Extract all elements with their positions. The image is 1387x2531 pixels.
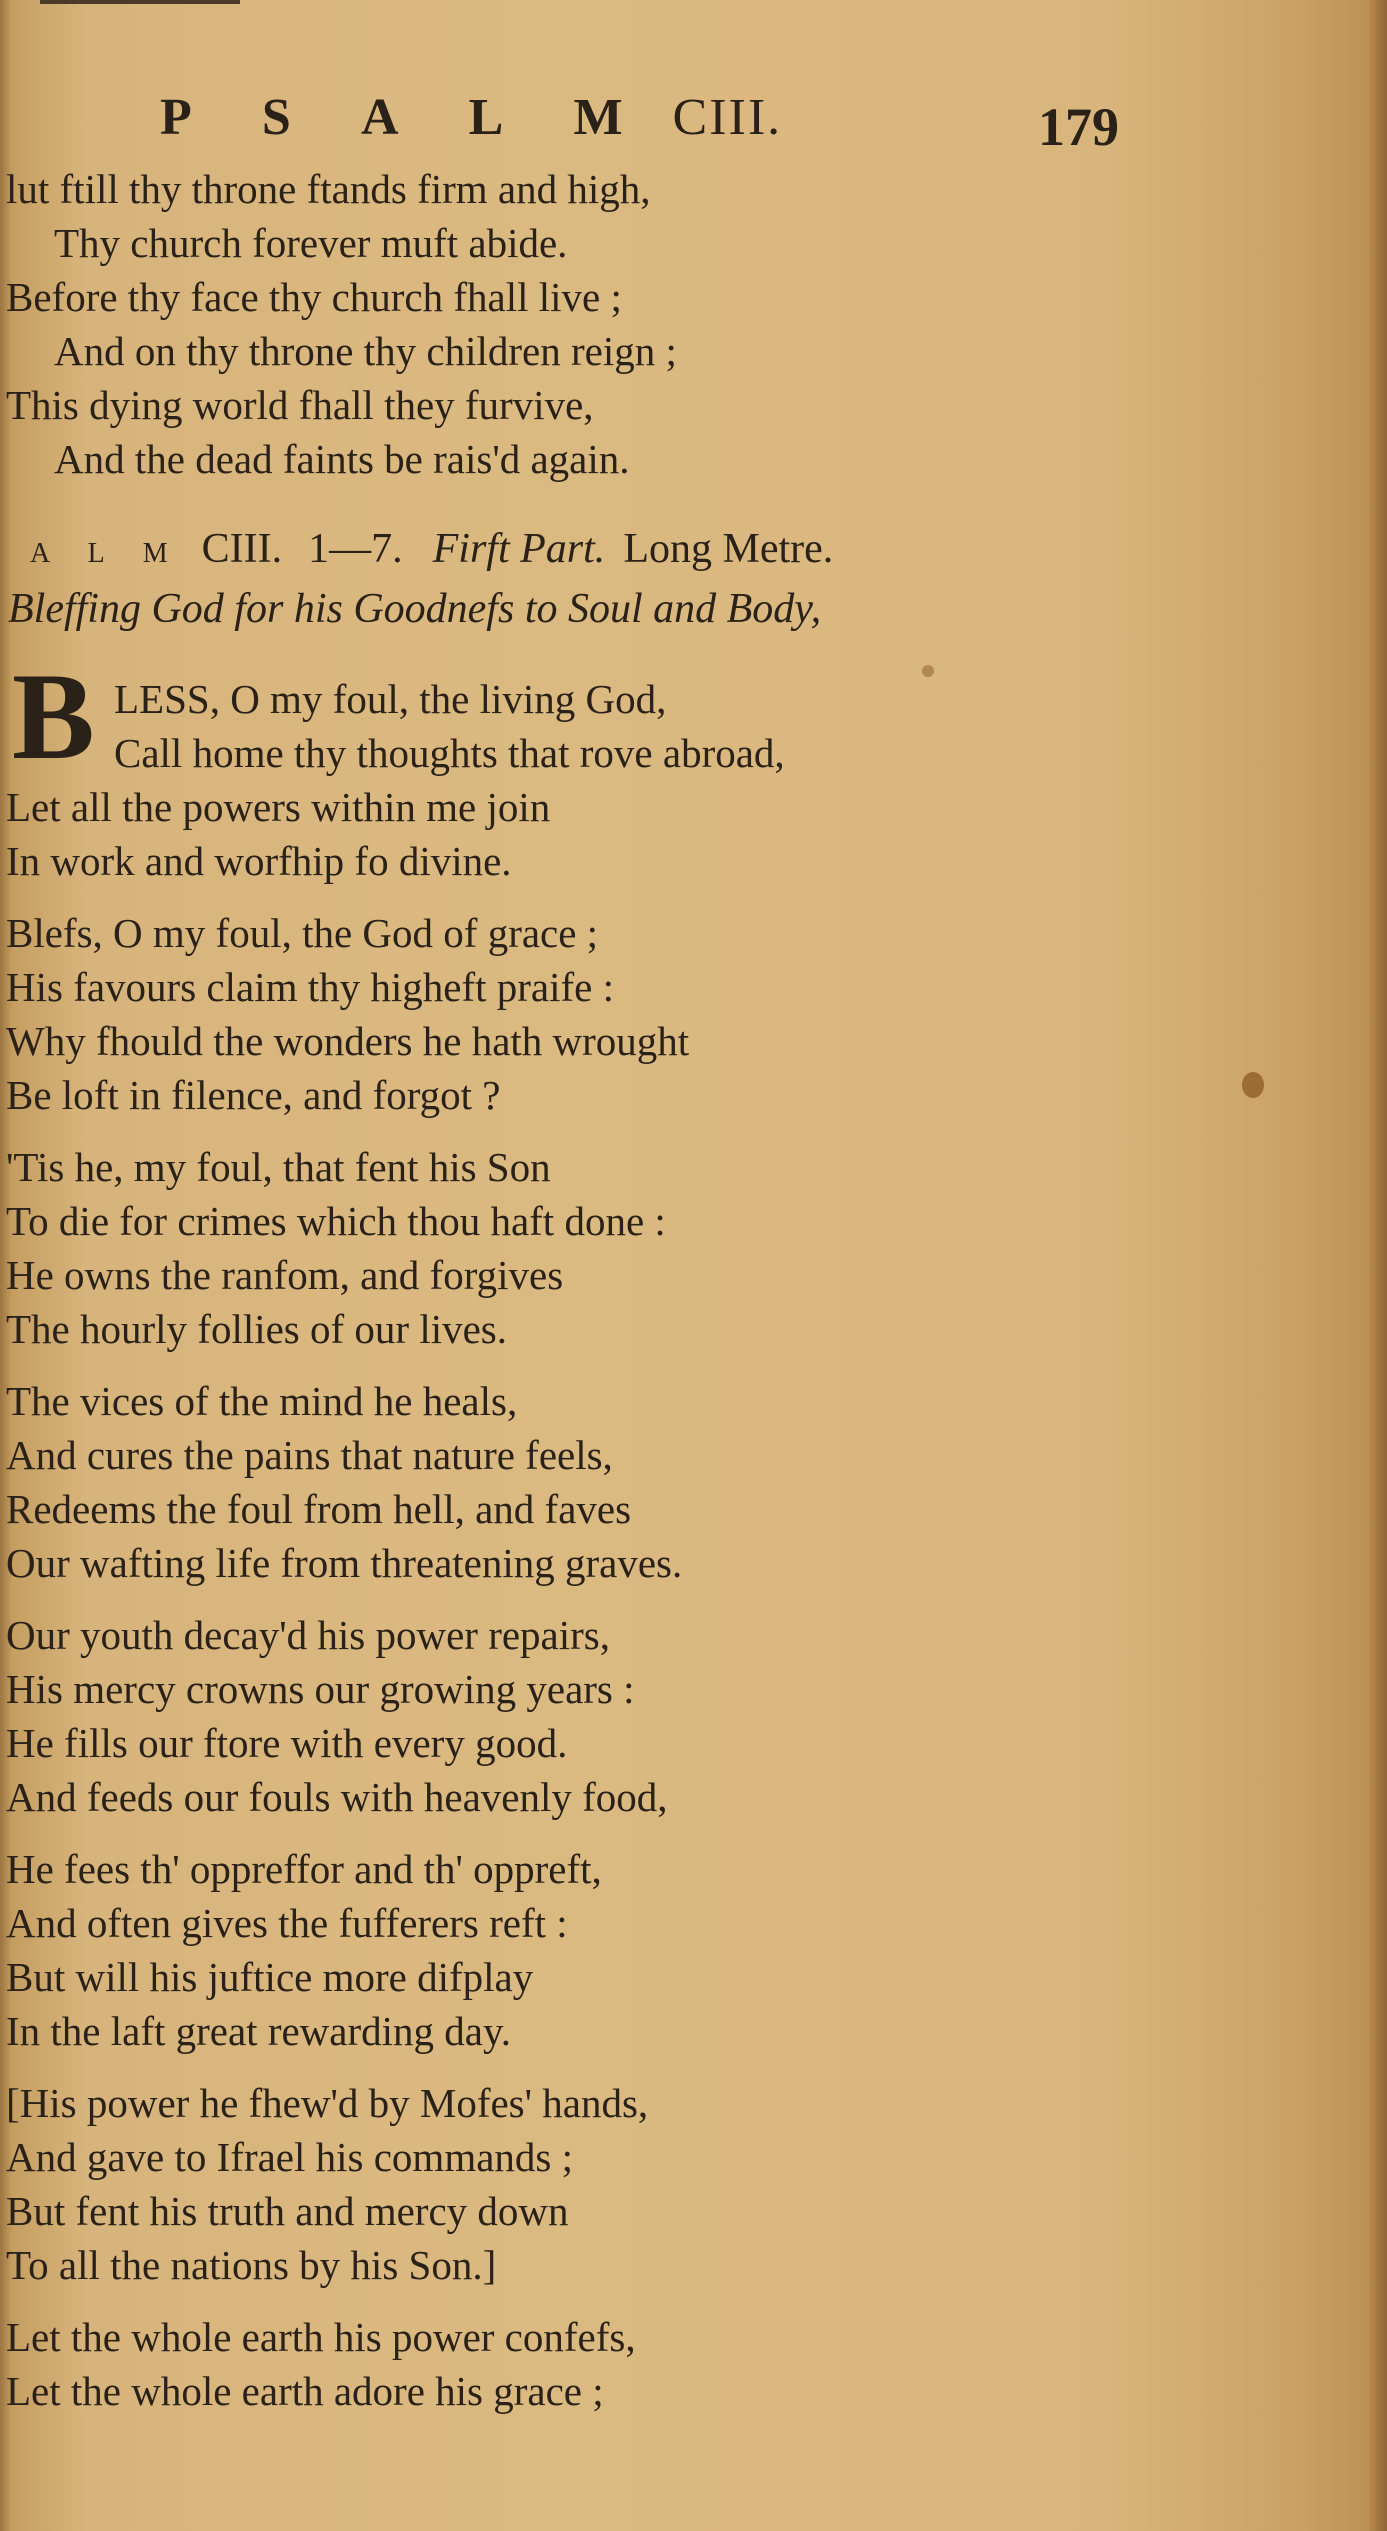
verse-line: LESS, O my foul, the living God, — [114, 676, 667, 722]
drop-cap: B — [12, 648, 95, 785]
verse-line: His favours claim thy higheft praife : — [6, 964, 614, 1010]
running-head-title: P S A L M — [160, 89, 653, 146]
running-head-psalm-number: CIII. — [672, 89, 783, 146]
page-edge — [1369, 0, 1387, 2531]
hymn-body — [6, 672, 785, 2436]
ink-blot — [922, 665, 934, 677]
verse-line: Blefs, O my foul, the God of grace ; — [6, 910, 599, 956]
stanza — [6, 1608, 785, 1824]
verse-line: And feeds our fouls with heavenly food, — [6, 1774, 668, 1820]
verse-line: He owns the ranfom, and forgives — [6, 1252, 564, 1298]
stanza — [6, 1842, 785, 2058]
verse-line: And cures the pains that nature feels, — [6, 1432, 613, 1478]
verse-line: Redeems the foul from hell, and faves — [6, 1486, 632, 1532]
ink-blot — [1242, 1072, 1264, 1098]
metre-label: Long Metre. — [623, 526, 834, 572]
psalm-label: A L M — [30, 538, 184, 569]
top-rule — [40, 0, 240, 4]
verse-line: 'Tis he, my foul, that fent his Son — [6, 1144, 551, 1190]
psalm-subtitle: Bleffing God for his Goodnefs to Soul and Body, — [8, 586, 822, 632]
psalm-header — [30, 525, 833, 573]
verse-line: Before thy face thy church fhall live ; — [6, 274, 622, 320]
part-label: Firft Part. — [432, 526, 606, 572]
verse-line: [His power he fhew'd by Mofes' hands, — [6, 2080, 649, 2126]
verse-line: To all the nations by his Son.] — [6, 2242, 497, 2288]
verse-line: The vices of the mind he heals, — [6, 1378, 518, 1424]
verse-line: His mercy crowns our growing years : — [6, 1666, 635, 1712]
stanza — [6, 672, 785, 888]
verse-range: 1—7. — [308, 526, 403, 572]
verse-line: But fent his truth and mercy down — [6, 2188, 569, 2234]
verse-line: Call home thy thoughts that rove abroad, — [114, 730, 785, 776]
stanza — [6, 2310, 785, 2418]
verse-line: He fills our ftore with every good. — [6, 1720, 568, 1766]
stanza — [6, 906, 785, 1122]
preceding-psalm-verse — [6, 162, 677, 486]
verse-line: And the dead faints be rais'd again. — [54, 436, 630, 482]
verse-line: Let the whole earth adore his grace ; — [6, 2368, 604, 2414]
verse-line: But will his juftice more difplay — [6, 1954, 534, 2000]
verse-line: The hourly follies of our lives. — [6, 1306, 508, 1352]
verse-line: Thy church forever muft abide. — [54, 220, 568, 266]
verse-line: In the laft great rewarding day. — [6, 2008, 512, 2054]
verse-line: And gave to Ifrael his commands ; — [6, 2134, 574, 2180]
verse-line: Why fhould the wonders he hath wrought — [6, 1018, 690, 1064]
verse-line: Our youth decay'd his power repairs, — [6, 1612, 610, 1658]
verse-line: He fees th' oppreffor and th' oppreft, — [6, 1846, 602, 1892]
stanza — [6, 2076, 785, 2292]
running-head — [160, 88, 782, 147]
verse-line: And often gives the fufferers reft : — [6, 1900, 568, 1946]
verse-line: Be loft in filence, and forgot ? — [6, 1072, 501, 1118]
verse-line: To die for crimes which thou haft done : — [6, 1198, 666, 1244]
psalm-number: CIII. — [201, 526, 283, 572]
verse-line: Let all the powers within me join — [6, 784, 551, 830]
verse-line: And on thy throne thy children reign ; — [54, 328, 677, 374]
page-number: 179 — [1038, 97, 1119, 157]
stanza — [6, 1140, 785, 1356]
stanza — [6, 1374, 785, 1590]
verse-line: Our wafting life from threatening graves. — [6, 1540, 683, 1586]
verse-line: In work and worfhip fo divine. — [6, 838, 512, 884]
verse-line: Let the whole earth his power confefs, — [6, 2314, 636, 2360]
verse-line: lut ftill thy throne ftands firm and high, — [6, 166, 651, 212]
verse-line: This dying world fhall they furvive, — [6, 382, 594, 428]
